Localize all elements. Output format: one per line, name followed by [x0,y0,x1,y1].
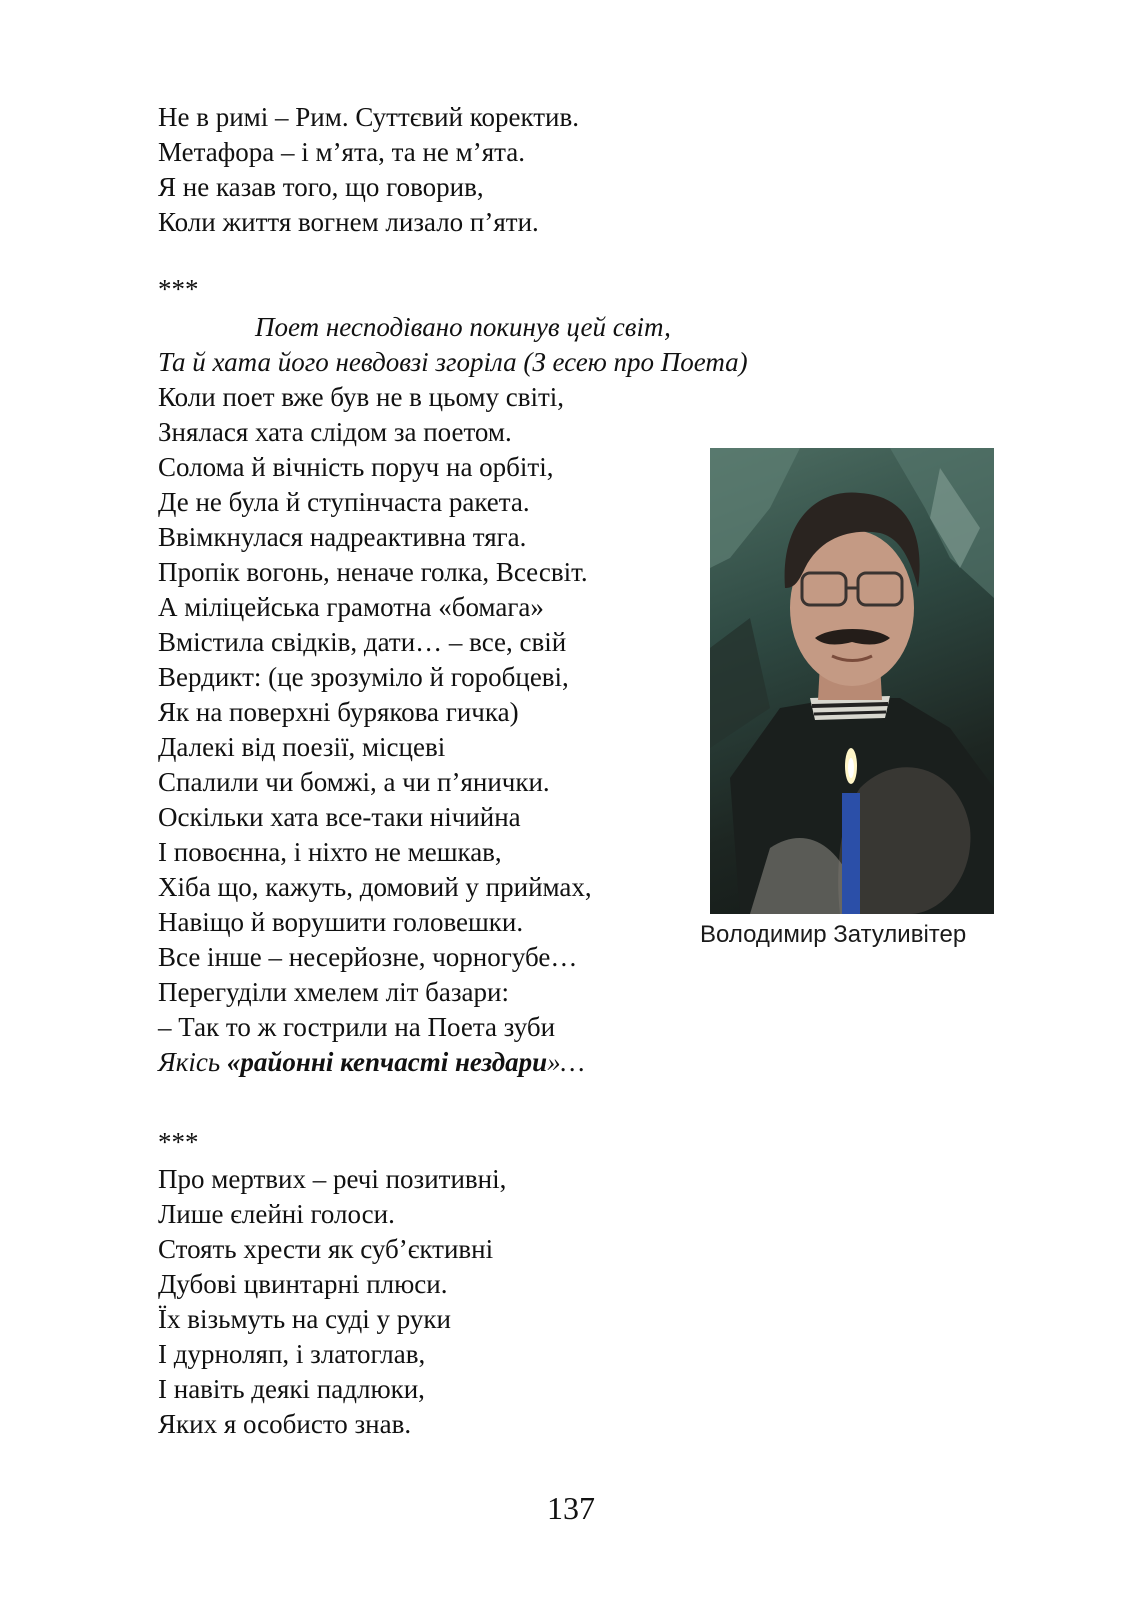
poem-line: Яких я особисто знав. [158,1409,412,1439]
poem-line: І дурноляп, і златоглав, [158,1339,426,1369]
poem-line: Я не казав того, що говорив, [158,172,484,202]
poem-line: Ввімкнулася надреактивна тяга. [158,522,527,552]
poem-line: Вердикт: (це зрозуміло й горобцеві, [158,662,569,692]
epigraph-line: Та й хата його невдовзі згоріла (З есею про Поета) [158,347,748,377]
poem-line: Вмістила свідків, дати… – все, свій [158,627,567,657]
photo-caption: Володимир Затуливітер [700,921,967,948]
poem-line: Далекі від поезії, місцеві [158,732,446,762]
poem-line: Лише єлейні голоси. [158,1199,395,1229]
poem-line: Хіба що, кажуть, домовий у приймах, [158,872,592,902]
poem-line: Де не була й ступінчаста ракета. [158,487,530,517]
poem-line: Солома й вічність поруч на орбіті, [158,452,554,482]
epigraph-line: Поет несподівано покинув цей світ, [255,312,671,342]
poet-photo [710,448,994,914]
poem-line: Перегуділи хмелем літ базари: [158,977,509,1007]
poem-line: Оскільки хата все-таки нічийна [158,802,521,832]
poem-line: Пропік вогонь, неначе голка, Всесвіт. [158,557,588,587]
poem-line: Про мертвих – речі позитивні, [158,1164,507,1194]
page-number: 137 [547,1490,595,1526]
poem-line: Все інше – несерйозне, чорногубе… [158,942,578,972]
portrait-illustration [710,448,994,914]
section-separator: *** [158,274,199,304]
poem-line: Коли поет вже був не в цьому світі, [158,382,565,412]
poem-line: Як на поверхні бурякова гичка) [158,697,519,727]
section-separator: *** [158,1127,199,1157]
poem-line: Коли життя вогнем лизало п’яти. [158,207,539,237]
poem-line-last [158,1045,585,1079]
poem-line: Спалили чи бомжі, а чи п’янички. [158,767,550,797]
poem-line: – Так то ж гострили на Поета зуби [158,1012,556,1042]
poem-line: Стоять хрести як суб’єктивні [158,1234,494,1264]
poem-line: Метафора – і м’ята, та не м’ята. [158,137,525,167]
poem-line: І повоєнна, і ніхто не мешкав, [158,837,502,867]
last-line-emphasis: «районні кепчасті нездари [226,1047,548,1077]
poem-line: Не в римі – Рим. Суттєвий коректив. [158,102,579,132]
last-line-suffix: »… [547,1047,585,1077]
last-line-prefix: Якісь [158,1047,221,1077]
poem-line: І навіть деякі падлюки, [158,1374,425,1404]
poem-line: Навіщо й ворушити головешки. [158,907,524,937]
poem-line: Дубові цвинтарні плюси. [158,1269,448,1299]
poem-line: Знялася хата слідом за поетом. [158,417,512,447]
poem-line: А міліцейська грамотна «бомага» [158,592,544,622]
poem-line: Їх візьмуть на суді у руки [158,1304,451,1334]
